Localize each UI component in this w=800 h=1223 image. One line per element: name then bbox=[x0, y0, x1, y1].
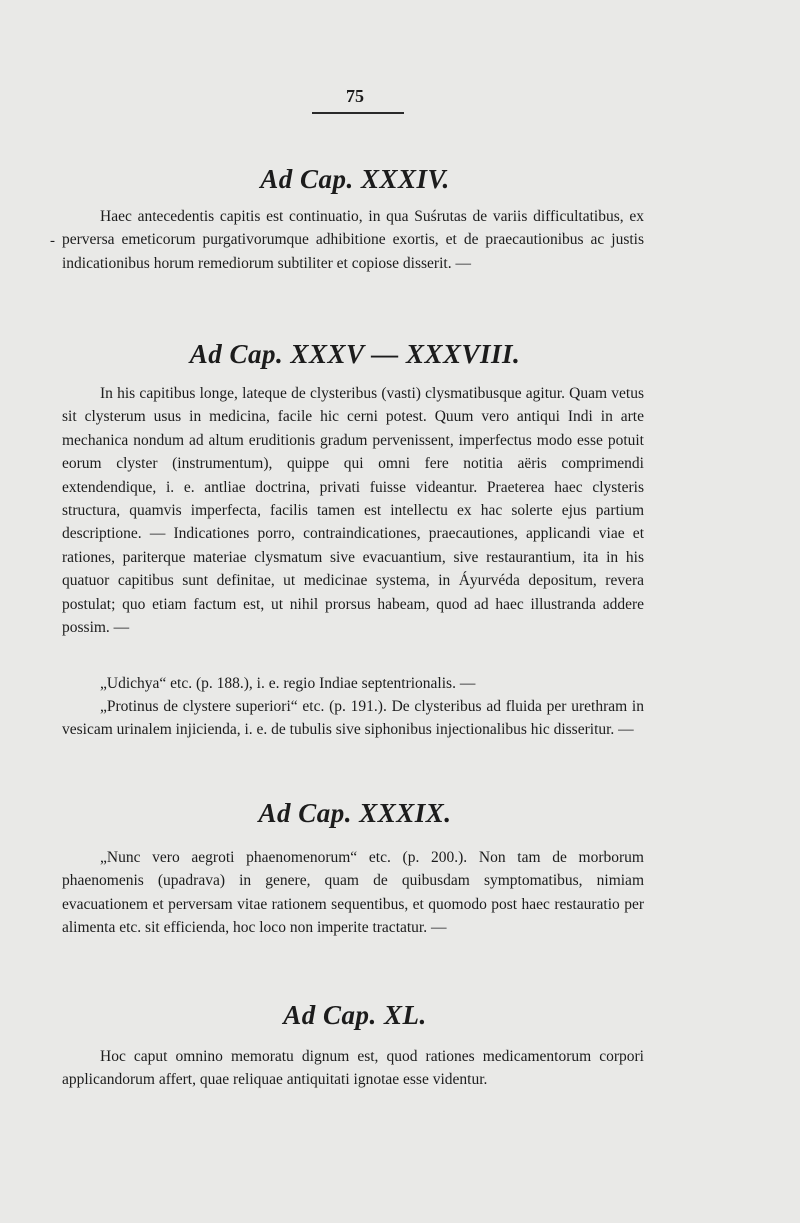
paragraph-udichya: „Udichya“ etc. (p. 188.), i. e. regio Indiae septentrionalis. — bbox=[100, 675, 476, 692]
paragraph-xxxiv: Haec antecedentis capitis est continuatio, in qua Suśrutas de variis difficultatibus, ex perversa emeticorum purgativorumque adhibitione exortis, et de praecautionibus ac justis indicationibus horum remediorum subtiliter et copiose disserit. — bbox=[62, 208, 644, 272]
margin-dash: - bbox=[50, 233, 55, 249]
section-heading-xl: Ad Cap. XL. bbox=[283, 1000, 427, 1030]
page-number: 75 bbox=[346, 86, 364, 106]
paragraph-protinus: „Protinus de clystere superiori“ etc. (p. 191.). De clysteribus ad fluida per urethram in vesicam urinalem injicienda, i. e. de tubulis sive siphonibus injectionalibus hic disseritur. — bbox=[62, 698, 644, 739]
paragraph-xl: Hoc caput omnino memoratu dignum est, quod rationes medicamentorum corpori applicandorum affert, quae reliquae antiquitati ignotae esse videntur. bbox=[62, 1048, 644, 1089]
section-heading-xxxv-xxxviii: Ad Cap. XXXV — XXXVIII. bbox=[189, 339, 521, 369]
page-number-rule bbox=[312, 112, 404, 114]
section-heading-xxxiv: Ad Cap. XXXIV. bbox=[260, 164, 450, 194]
paragraph-xxxix: „Nunc vero aegroti phaenomenorum“ etc. (p. 200.). Non tam de morborum phaenomenis (upadrava) in genere, quam de quibusdam symptomatibus, nimiam evacuationem et perversam vitae rationem sequentibus, et quomodo post haec restauratio per alimenta etc. sit efficienda, hoc loco non imperite tractatur. — bbox=[62, 849, 644, 937]
section-heading-xxxix: Ad Cap. XXXIX. bbox=[258, 798, 452, 828]
paragraph-xxxv-main: In his capitibus longe, lateque de clysteribus (vasti) clysmatibusque agitur. Quam vetus sit clysterum usus in medicina, facile hic cerni potest. Quum vero antiqui Indi in arte mechanica nondum ad altum eruditionis gradum pervenissent, imperfectus modo esse potuit eorum clyster (instrumentum), quippe qui omni fere notitia aëris comprimendi extendendique, i. e. antliae doctrina, privati fuisse videantur. Praeterea haec clysteris structura, quamvis imperfecta, facilis tamen est intellectu ex hac solerte ejus partium descriptione. — Indicationes porro, contraindicationes, praecautiones, applicandi viae et rationes, pariterque materiae clysmatum sive evacuantium, sive restaurantium, ita in his quatuor capitibus sunt definitae, ut medicinae systema, in Áyurvéda depositum, revera postulat; quo etiam factum est, ut nihil prorsus habeam, quod ad haec illustranda addere possim. — bbox=[62, 385, 644, 637]
